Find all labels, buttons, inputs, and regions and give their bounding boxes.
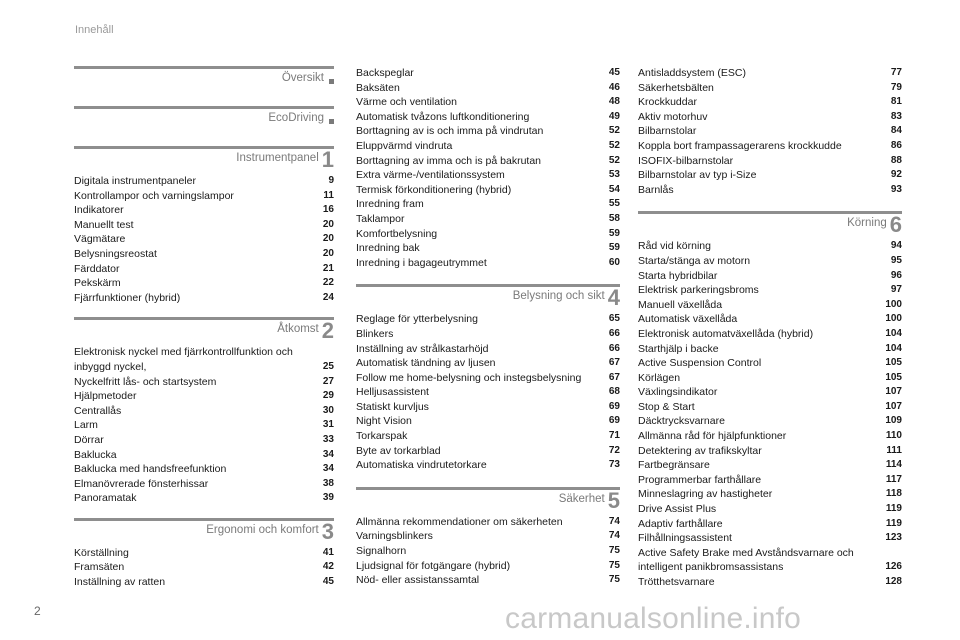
toc-entry[interactable] xyxy=(356,559,620,574)
toc-entry-label: Adaptiv farthållare xyxy=(638,517,723,530)
toc-entry-page: 119 xyxy=(885,517,902,529)
toc-entry[interactable] xyxy=(356,312,620,327)
toc-entry-label: Fartbegränsare xyxy=(638,459,710,472)
toc-entry[interactable] xyxy=(74,262,334,277)
toc-entry-label: Antisladdsystem (ESC) xyxy=(638,67,746,79)
toc-entry-page: 20 xyxy=(322,233,334,245)
toc-entry[interactable] xyxy=(638,183,902,198)
toc-entry-page: 53 xyxy=(608,169,620,181)
toc-entry-label: Panoramatak xyxy=(74,492,137,505)
toc-entry-label: Programmerbar farthållare xyxy=(638,473,762,486)
toc-entry-page: 54 xyxy=(608,183,620,195)
toc-entry[interactable] xyxy=(356,139,620,154)
toc-entry-label: Varningsblinkers xyxy=(356,530,433,543)
toc-entry-label: Allmänna rekommendationer om säkerheten xyxy=(356,515,563,528)
toc-entry-page: 92 xyxy=(890,169,902,181)
toc-entry-page: 109 xyxy=(885,415,902,427)
toc-section xyxy=(74,146,334,305)
toc-entry-label: Indikatorer xyxy=(74,204,124,217)
toc-entry[interactable] xyxy=(638,168,902,183)
toc-entry-label: Inredning bak xyxy=(356,242,420,255)
toc-entry-label: Digitala instrumentpaneler xyxy=(74,175,196,187)
toc-entry[interactable] xyxy=(74,232,334,247)
toc-entry[interactable] xyxy=(356,414,620,429)
square-bullet-icon xyxy=(329,119,334,124)
toc-entry-label: Manuellt test xyxy=(74,218,134,231)
toc-entry[interactable] xyxy=(74,360,334,375)
toc-entry-page: 93 xyxy=(890,183,902,195)
toc-entry-page: 52 xyxy=(608,139,620,151)
toc-entry[interactable] xyxy=(638,239,902,254)
toc-entry[interactable] xyxy=(638,400,902,415)
toc-entry-page: 45 xyxy=(608,67,620,78)
toc-entry[interactable] xyxy=(356,429,620,444)
toc-entry[interactable] xyxy=(74,389,334,404)
toc-entry-page: 118 xyxy=(885,488,902,500)
toc-entry-label: Manuell växellåda xyxy=(638,298,723,311)
section-number: 4 xyxy=(607,285,620,311)
toc-entry[interactable] xyxy=(356,66,620,81)
section-heading[interactable] xyxy=(356,284,620,310)
toc-entry-label: Starta hybridbilar xyxy=(638,269,718,282)
toc-entry[interactable] xyxy=(74,345,334,360)
section-title: Säkerhet xyxy=(558,492,605,505)
toc-entry-page: 111 xyxy=(886,444,902,456)
toc-entry-label: Automatisk tvåzons luftkonditionering xyxy=(356,110,530,123)
toc-section xyxy=(74,66,334,90)
toc-entry[interactable] xyxy=(356,342,620,357)
toc-entry-label: Centrallås xyxy=(74,404,122,417)
toc-entry-label: Däcktrycksvarnare xyxy=(638,415,725,428)
toc-entry-label: Värme och ventilation xyxy=(356,96,457,109)
toc-entry[interactable] xyxy=(638,81,902,96)
toc-entry[interactable] xyxy=(356,544,620,559)
section-heading[interactable] xyxy=(74,106,334,130)
toc-entry[interactable] xyxy=(74,276,334,291)
toc-entry-label: Körlägen xyxy=(638,371,681,384)
toc-entry-page: 34 xyxy=(322,463,334,475)
toc-section xyxy=(638,211,902,589)
toc-entry-page: 105 xyxy=(885,371,902,383)
toc-entry-page: 94 xyxy=(890,240,902,252)
toc-entry[interactable] xyxy=(638,371,902,386)
toc-entry-label: Helljusassistent xyxy=(356,386,429,399)
toc-entry-page: 73 xyxy=(608,459,620,471)
toc-entry-label: Komfortbelysning xyxy=(356,227,438,240)
toc-entry-label: Råd vid körning xyxy=(638,240,711,253)
toc-section xyxy=(356,284,620,473)
toc-section xyxy=(74,518,334,590)
toc-entry[interactable] xyxy=(638,517,902,532)
toc-entry-page: 83 xyxy=(890,110,902,122)
toc-entry[interactable] xyxy=(356,400,620,415)
toc-entry-label: Elektronisk automatväxellåda (hybrid) xyxy=(638,327,814,340)
toc-entry-label: Borttagning av imma och is på bakrutan xyxy=(356,154,542,167)
toc-entry[interactable] xyxy=(638,124,902,139)
toc-entry-page: 104 xyxy=(885,327,902,339)
toc-entry-label: Bilbarnstolar xyxy=(638,125,697,138)
toc-entry-page: 110 xyxy=(885,430,902,442)
toc-entry-label: Aktiv motorhuv xyxy=(638,110,708,123)
toc-section xyxy=(74,317,334,506)
toc-entry-page: 59 xyxy=(608,242,620,254)
toc-entry[interactable] xyxy=(356,212,620,227)
toc-entry-page: 69 xyxy=(608,415,620,427)
toc-entry-page: 25 xyxy=(322,360,334,372)
toc-entry-label: Starta/stänga av motorn xyxy=(638,254,751,267)
toc-entry[interactable] xyxy=(356,183,620,198)
toc-entry[interactable] xyxy=(74,560,334,575)
toc-entry-label: Baklucka med handsfreefunktion xyxy=(74,463,227,476)
toc-entry-label: Reglage för ytterbelysning xyxy=(356,313,478,326)
toc-entry[interactable] xyxy=(356,444,620,459)
toc-entry-page: 22 xyxy=(322,277,334,289)
toc-entry[interactable] xyxy=(638,298,902,313)
toc-section xyxy=(356,66,620,270)
toc-entry-page: 88 xyxy=(890,154,902,166)
section-heading[interactable] xyxy=(74,146,334,172)
toc-entry-label: Pekskärm xyxy=(74,277,121,290)
toc-column-3 xyxy=(638,66,902,602)
toc-entry[interactable] xyxy=(74,218,334,233)
toc-entry-page: 55 xyxy=(608,198,620,210)
toc-entry-page: 128 xyxy=(885,576,902,587)
section-heading[interactable] xyxy=(74,317,334,343)
section-title: Belysning och sikt xyxy=(512,290,605,303)
toc-entry-label: Torkarspak xyxy=(356,430,408,443)
toc-entry-page: 46 xyxy=(608,81,620,93)
toc-entry-page: 105 xyxy=(885,357,902,369)
toc-entry[interactable] xyxy=(74,462,334,477)
toc-entry[interactable] xyxy=(638,283,902,298)
toc-entry-label: Färddator xyxy=(74,262,120,275)
toc-entry-label: Nyckelfritt lås- och startsystem xyxy=(74,375,217,388)
toc-entry-page: 16 xyxy=(322,204,334,216)
toc-entry-page: 11 xyxy=(323,189,334,201)
toc-entry-label: Active Suspension Control xyxy=(638,357,762,370)
section-title: Översikt xyxy=(281,72,324,84)
toc-entry-page: 75 xyxy=(608,559,620,571)
toc-entry[interactable] xyxy=(356,241,620,256)
toc-entry[interactable] xyxy=(74,491,334,506)
toc-entry[interactable] xyxy=(638,327,902,342)
toc-entry[interactable] xyxy=(74,418,334,433)
toc-entry-page: 107 xyxy=(885,400,902,412)
toc-entry-page: 119 xyxy=(885,503,902,515)
section-number: 1 xyxy=(321,147,334,172)
toc-entry[interactable] xyxy=(638,356,902,371)
square-bullet-icon xyxy=(329,79,334,84)
page-number: 2 xyxy=(34,604,41,618)
toc-entry-page: 38 xyxy=(322,477,334,489)
toc-entry[interactable] xyxy=(356,356,620,371)
toc-entry-label: Drive Assist Plus xyxy=(638,503,717,516)
toc-entry-label: Fjärrfunktioner (hybrid) xyxy=(74,291,181,304)
toc-entry-page: 79 xyxy=(890,81,902,93)
toc-entry[interactable] xyxy=(74,433,334,448)
toc-entry-label: Signalhorn xyxy=(356,545,407,558)
toc-entry-label: inbyggd nyckel, xyxy=(74,360,147,373)
section-number: 6 xyxy=(889,212,902,238)
toc-entry-label: Kontrollampor och varningslampor xyxy=(74,189,234,202)
toc-entry-label: ISOFIX-bilbarnstolar xyxy=(638,154,734,167)
toc-entry-label: Larm xyxy=(74,419,98,432)
toc-entry-page: 81 xyxy=(890,96,902,108)
toc-entry-page: 66 xyxy=(608,342,620,354)
toc-entry-page: 20 xyxy=(322,218,334,230)
toc-entry-page: 67 xyxy=(608,357,620,369)
toc-entry[interactable] xyxy=(74,189,334,204)
toc-entry-label: Filhållningsassistent xyxy=(638,532,732,545)
toc-entry[interactable] xyxy=(638,487,902,502)
toc-entry-label: Ljudsignal för fotgängare (hybrid) xyxy=(356,559,511,572)
toc-entry-label: Blinkers xyxy=(356,327,394,340)
toc-entry[interactable] xyxy=(638,385,902,400)
toc-entry-label: Active Safety Brake med Avståndsvarnare och xyxy=(638,546,854,559)
toc-entry-label: Dörrar xyxy=(74,433,104,446)
toc-entry[interactable] xyxy=(74,575,334,590)
toc-section xyxy=(356,487,620,588)
toc-entry-page: 107 xyxy=(885,386,902,398)
toc-entry[interactable] xyxy=(356,110,620,125)
toc-entry[interactable] xyxy=(74,404,334,419)
toc-entry-label: intelligent panikbromsassistans xyxy=(638,561,784,574)
toc-entry-page: 117 xyxy=(885,473,902,485)
section-heading[interactable] xyxy=(638,211,902,237)
section-title: Ergonomi och komfort xyxy=(206,523,319,536)
toc-entry-page: 33 xyxy=(322,433,334,445)
toc-entry-page: 20 xyxy=(322,247,334,259)
toc-entry-page: 97 xyxy=(890,284,902,296)
toc-entry-label: Extra värme-/ventilationssystem xyxy=(356,169,505,182)
toc-entry-label: Barnlås xyxy=(638,183,674,196)
toc-entry[interactable] xyxy=(74,174,334,189)
toc-entry[interactable] xyxy=(356,95,620,110)
toc-entry[interactable] xyxy=(638,95,902,110)
toc-entry[interactable] xyxy=(356,371,620,386)
toc-entry-label: Detektering av trafikskyltar xyxy=(638,444,762,457)
toc-entry[interactable] xyxy=(638,66,902,81)
toc-entry-label: Automatisk växellåda xyxy=(638,313,738,326)
toc-entry-page: 67 xyxy=(608,371,620,383)
toc-entry[interactable] xyxy=(638,312,902,327)
toc-entry-label: Trötthetsvarnare xyxy=(638,576,715,588)
toc-entry-page: 52 xyxy=(608,125,620,137)
toc-entry-label: Framsäten xyxy=(74,561,125,574)
toc-entry-label: Bilbarnstolar av typ i-Size xyxy=(638,169,757,182)
toc-entry-page: 74 xyxy=(608,530,620,542)
section-number: 3 xyxy=(321,518,334,544)
toc-entry-label: Borttagning av is och imma på vindrutan xyxy=(356,125,544,138)
toc-entry-label: Elektrisk parkeringsbroms xyxy=(638,284,759,297)
section-title: Åtkomst xyxy=(277,323,319,336)
toc-entry-label: Inredning fram xyxy=(356,198,424,211)
toc-entry-label: Automatiska vindrutetorkare xyxy=(356,459,487,472)
toc-entry-label: Byte av torkarblad xyxy=(356,444,441,457)
toc-entry-label: Baksäten xyxy=(356,81,400,94)
toc-entry[interactable] xyxy=(356,458,620,473)
toc-entry[interactable] xyxy=(356,385,620,400)
section-title: Instrumentpanel xyxy=(236,152,319,164)
toc-entry-page: 126 xyxy=(885,561,902,573)
toc-column-1 xyxy=(74,66,334,602)
toc-entry[interactable] xyxy=(638,154,902,169)
toc-entry-page: 104 xyxy=(885,342,902,354)
toc-entry[interactable] xyxy=(356,197,620,212)
toc-entry-page: 95 xyxy=(890,254,902,266)
toc-entry-label: Elmanövrerade fönsterhissar xyxy=(74,477,209,490)
toc-entry[interactable] xyxy=(356,327,620,342)
toc-entry-page: 60 xyxy=(608,256,620,268)
toc-entry[interactable] xyxy=(638,473,902,488)
toc-entry-label: Statiskt kurvljus xyxy=(356,400,429,413)
toc-section xyxy=(638,66,902,197)
toc-entry-page: 74 xyxy=(608,515,620,527)
toc-entry-page: 21 xyxy=(322,262,334,274)
toc-entry-label: Backspeglar xyxy=(356,67,414,79)
section-number: 2 xyxy=(321,318,334,344)
toc-entry-page: 42 xyxy=(322,561,334,573)
section-heading[interactable] xyxy=(74,518,334,544)
toc-entry[interactable] xyxy=(638,110,902,125)
toc-entry-label: Växlingsindikator xyxy=(638,386,718,399)
toc-section xyxy=(74,106,334,130)
toc-entry[interactable] xyxy=(74,203,334,218)
toc-entry[interactable] xyxy=(638,560,902,575)
toc-entry-label: Inställning av ratten xyxy=(74,576,166,589)
section-heading[interactable] xyxy=(356,487,620,513)
toc-entry[interactable] xyxy=(356,573,620,588)
toc-entry-page: 114 xyxy=(885,459,902,471)
toc-entry[interactable] xyxy=(638,575,902,590)
toc-entry-page: 29 xyxy=(322,390,334,402)
toc-entry[interactable] xyxy=(74,375,334,390)
toc-entry-label: Inställning av strålkastarhöjd xyxy=(356,342,489,355)
toc-entry[interactable] xyxy=(638,546,902,561)
toc-entry-label: Minneslagring av hastigheter xyxy=(638,488,773,501)
toc-entry-page: 30 xyxy=(322,404,334,416)
toc-entry[interactable] xyxy=(356,124,620,139)
toc-entry-label: Körställning xyxy=(74,546,129,559)
toc-entry-page: 66 xyxy=(608,327,620,339)
toc-entry-page: 58 xyxy=(608,212,620,224)
toc-entry-page: 68 xyxy=(608,386,620,398)
toc-entry-page: 75 xyxy=(608,545,620,557)
toc-entry-label: Stop & Start xyxy=(638,400,695,413)
toc-entry-label: Starthjälp i backe xyxy=(638,342,719,355)
toc-entry[interactable] xyxy=(638,254,902,269)
toc-entry-page: 49 xyxy=(608,110,620,122)
toc-entry[interactable] xyxy=(638,269,902,284)
toc-entry-page: 123 xyxy=(885,532,902,544)
toc-entry-label: Inredning i bagageutrymmet xyxy=(356,256,487,269)
toc-entry-page: 86 xyxy=(890,139,902,151)
toc-entry-label: Krockkuddar xyxy=(638,96,697,109)
toc-entry-page: 24 xyxy=(322,291,334,303)
toc-entry[interactable] xyxy=(356,168,620,183)
section-title: EcoDriving xyxy=(268,112,324,124)
toc-entry-page: 45 xyxy=(322,576,334,588)
toc-entry-label: Elektronisk nyckel med fjärrkontrollfunktion och xyxy=(74,346,293,359)
toc-entry[interactable] xyxy=(74,477,334,492)
toc-entry[interactable] xyxy=(74,247,334,262)
toc-entry-label: Taklampor xyxy=(356,212,405,225)
toc-entry[interactable] xyxy=(74,291,334,306)
toc-entry[interactable] xyxy=(638,139,902,154)
toc-entry-page: 48 xyxy=(608,96,620,108)
toc-entry-label: Koppla bort frampassagerarens krockkudde xyxy=(638,139,842,152)
toc-entry-page: 34 xyxy=(322,448,334,460)
toc-entry-page: 100 xyxy=(885,298,902,310)
toc-entry[interactable] xyxy=(356,256,620,271)
toc-entry-page: 72 xyxy=(608,444,620,456)
toc-entry[interactable] xyxy=(356,515,620,530)
toc-entry-label: Vägmätare xyxy=(74,233,126,246)
toc-entry-page: 59 xyxy=(608,227,620,239)
toc-entry[interactable] xyxy=(638,414,902,429)
toc-entry-label: Nöd- eller assistanssamtal xyxy=(356,574,480,587)
toc-entry[interactable] xyxy=(638,444,902,459)
toc-entry-page: 71 xyxy=(608,430,620,442)
section-title: Körning xyxy=(847,217,887,230)
toc-entry-page: 9 xyxy=(328,175,334,186)
toc-entry-page: 96 xyxy=(890,269,902,281)
toc-entry[interactable] xyxy=(74,546,334,561)
toc-entry[interactable] xyxy=(356,529,620,544)
toc-entry[interactable] xyxy=(638,502,902,517)
toc-entry-label: Säkerhetsbälten xyxy=(638,81,714,94)
toc-entry-page: 77 xyxy=(890,67,902,78)
toc-entry-label: Termisk förkonditionering (hybrid) xyxy=(356,183,512,196)
toc-entry-page: 52 xyxy=(608,154,620,166)
toc-entry[interactable] xyxy=(356,154,620,169)
section-number: 5 xyxy=(607,487,620,513)
toc-entry-label: Baklucka xyxy=(74,448,117,461)
toc-entry-label: Follow me home-belysning och instegsbelysning xyxy=(356,371,582,384)
toc-entry-page: 65 xyxy=(608,313,620,325)
toc-entry-label: Night Vision xyxy=(356,415,412,428)
toc-entry-page: 100 xyxy=(885,313,902,325)
toc-entry-page: 31 xyxy=(322,419,334,431)
toc-entry-label: Hjälpmetoder xyxy=(74,390,137,403)
toc-entry-page: 39 xyxy=(322,492,334,504)
running-title: Innehåll xyxy=(75,24,114,36)
toc-entry[interactable] xyxy=(356,81,620,96)
toc-entry[interactable] xyxy=(638,429,902,444)
toc-entry[interactable] xyxy=(638,531,902,546)
toc-entry-page: 84 xyxy=(890,125,902,137)
toc-entry[interactable] xyxy=(638,458,902,473)
section-heading[interactable] xyxy=(74,66,334,90)
toc-entry-label: Belysningsreostat xyxy=(74,247,157,260)
toc-entry-page: 27 xyxy=(322,375,334,387)
toc-entry-label: Eluppvärmd vindruta xyxy=(356,139,453,152)
toc-entry-label: Automatisk tändning av ljusen xyxy=(356,357,496,370)
toc-entry[interactable] xyxy=(356,227,620,242)
toc-entry-page: 75 xyxy=(608,574,620,586)
toc-entry-page: 41 xyxy=(322,546,334,558)
watermark: carmanualsonline.info xyxy=(505,602,802,635)
toc-column-2 xyxy=(356,66,620,600)
toc-entry-page: 69 xyxy=(608,400,620,412)
toc-entry[interactable] xyxy=(638,342,902,357)
toc-entry-label: Allmänna råd för hjälpfunktioner xyxy=(638,430,787,443)
toc-entry[interactable] xyxy=(74,448,334,463)
